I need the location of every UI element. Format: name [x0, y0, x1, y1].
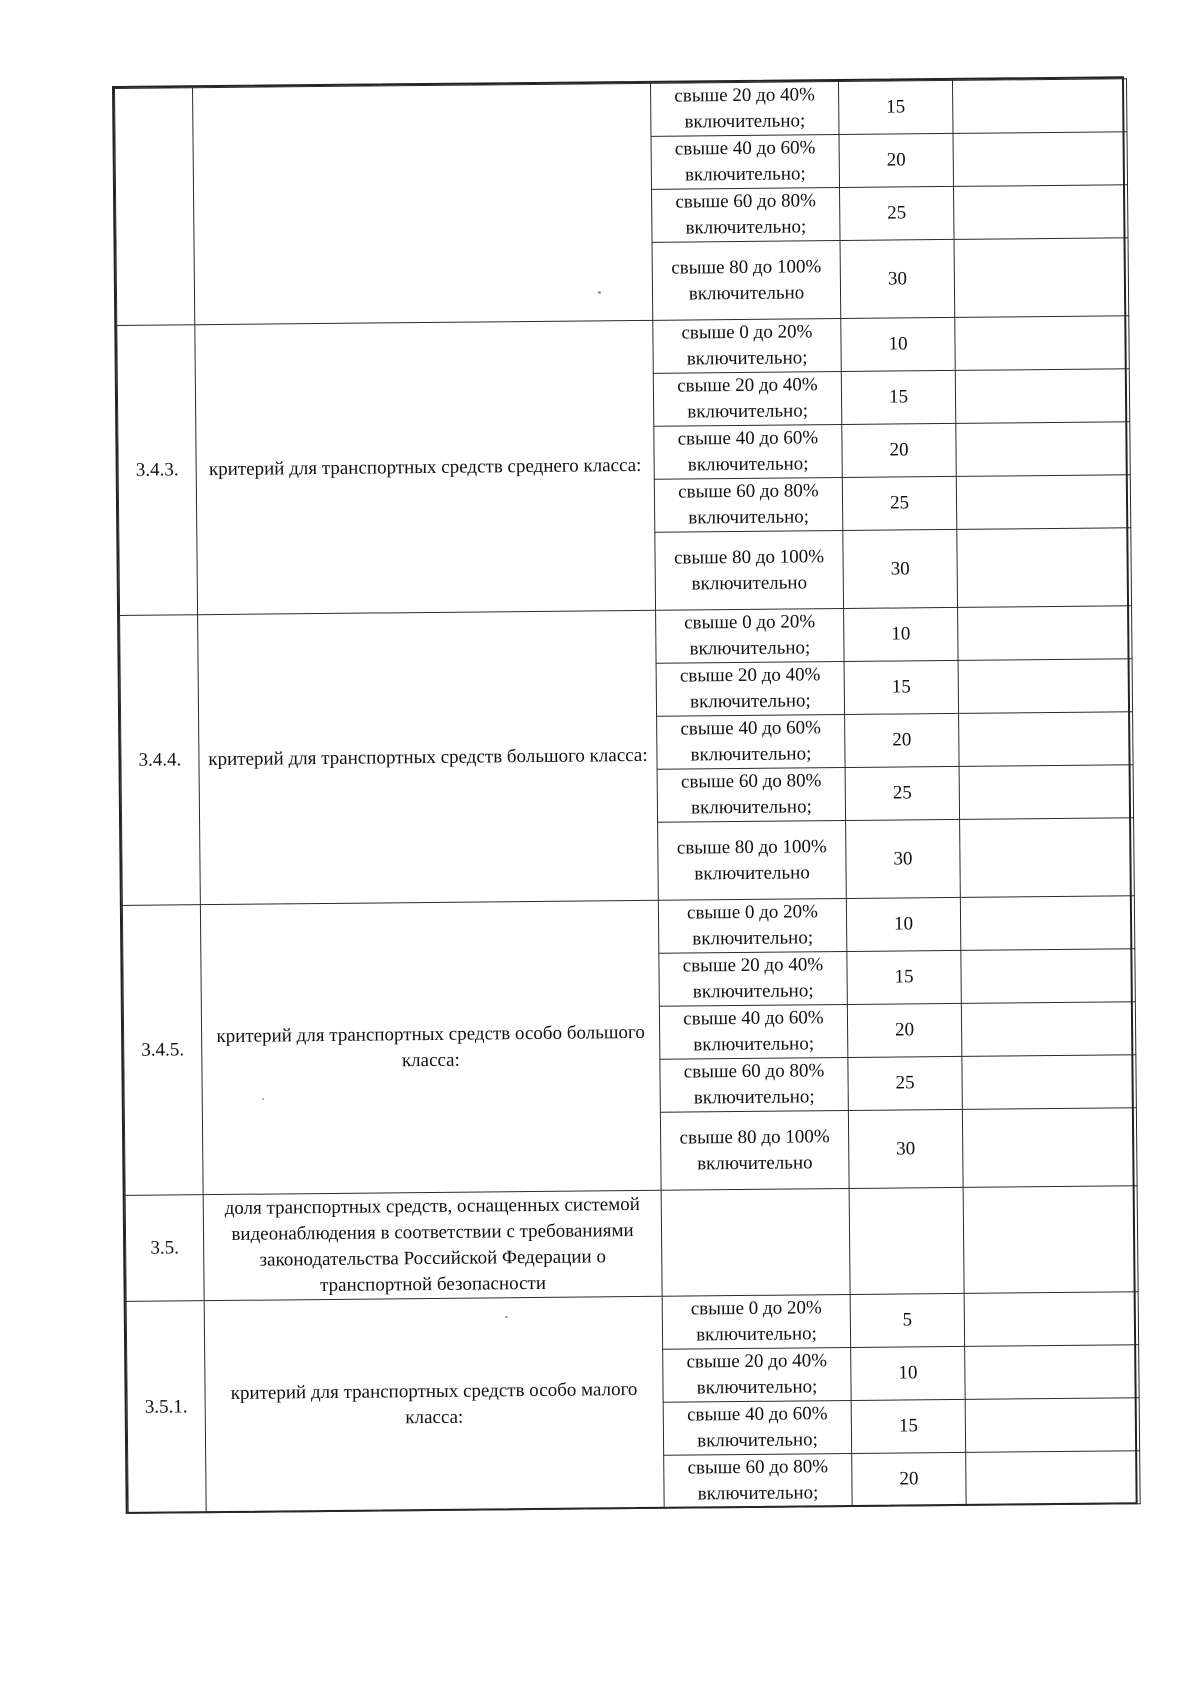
- points-cell: 30: [846, 819, 961, 898]
- remark-cell: [959, 765, 1134, 820]
- band-cell: свыше 40 до 60% включительно;: [651, 135, 840, 190]
- remark-cell: [956, 422, 1131, 477]
- table-row: [115, 79, 1127, 142]
- criterion-name-cell: критерий для транспортных средств большого класса:: [198, 610, 659, 904]
- table-row: [126, 1292, 1138, 1355]
- row-number-cell: 3.4.5.: [122, 905, 203, 1196]
- band-cell: [661, 1188, 850, 1296]
- table-row: [120, 606, 1132, 669]
- band-cell: свыше 0 до 20% включительно;: [656, 609, 845, 664]
- table-row: [117, 316, 1129, 379]
- document-page: [112, 76, 1138, 1514]
- band-cell: свыше 20 до 40% включительно;: [663, 1347, 852, 1402]
- row-number-cell: 3.5.: [125, 1195, 204, 1302]
- scan-speck: [505, 1316, 508, 1318]
- band-cell: свыше 60 до 80% включительно;: [652, 188, 841, 243]
- criterion-name-cell: критерий для транспортных средств особо большого класса:: [200, 900, 661, 1194]
- remark-cell: [962, 1108, 1137, 1188]
- band-cell: свыше 20 до 40% включительно;: [656, 661, 845, 716]
- points-cell: 15: [847, 950, 962, 1004]
- points-cell: 15: [851, 1399, 966, 1453]
- points-cell: 20: [842, 423, 957, 477]
- points-cell: 15: [841, 370, 956, 424]
- remark-cell: [961, 949, 1136, 1004]
- criterion-name-cell: доля транспортных средств, оснащенных системой видеонаблюдения в соответствии с требованиями законодательства Российской Федерации о транспортной безопасности: [203, 1190, 662, 1300]
- band-cell: свыше 80 до 100% включительно: [652, 241, 841, 321]
- band-cell: свыше 20 до 40% включительно;: [659, 951, 848, 1006]
- row-number-cell: 3.5.1.: [126, 1301, 206, 1514]
- remark-cell: [953, 132, 1128, 187]
- remark-cell: [955, 316, 1130, 371]
- points-cell: 20: [847, 1003, 962, 1057]
- criteria-table: [114, 78, 1141, 1514]
- remark-cell: [958, 659, 1133, 714]
- band-cell: свыше 40 до 60% включительно;: [657, 714, 846, 769]
- criterion-name-cell: критерий для транспортных средств среднего класса:: [195, 320, 656, 614]
- band-cell: свыше 80 до 100% включительно: [660, 1110, 849, 1190]
- scan-speck: [262, 1098, 264, 1100]
- remark-cell: [964, 1292, 1139, 1347]
- remark-cell: [966, 1451, 1141, 1506]
- band-cell: свыше 0 до 20% включительно;: [653, 319, 842, 374]
- points-cell: 20: [845, 713, 960, 767]
- remark-cell: [954, 238, 1129, 318]
- scan-speck: [598, 291, 601, 294]
- points-cell: [849, 1187, 964, 1294]
- points-cell: 15: [844, 660, 959, 714]
- remark-cell: [958, 606, 1133, 661]
- points-cell: 20: [839, 133, 954, 187]
- points-cell: 10: [844, 607, 959, 661]
- band-cell: свыше 20 до 40% включительно;: [650, 82, 839, 137]
- points-cell: 30: [843, 529, 958, 608]
- band-cell: свыше 40 до 60% включительно;: [663, 1400, 852, 1455]
- points-cell: 15: [838, 80, 953, 134]
- table-row: [122, 896, 1134, 959]
- points-cell: 25: [845, 766, 960, 820]
- points-cell: 30: [840, 239, 955, 318]
- criterion-name-cell: критерий для транспортных средств особо малого класса:: [204, 1296, 664, 1512]
- remark-cell: [961, 1002, 1136, 1057]
- remark-cell: [963, 1186, 1138, 1294]
- row-number-cell: 3.4.4.: [120, 615, 201, 906]
- band-cell: свыше 60 до 80% включительно;: [657, 767, 846, 822]
- band-cell: свыше 80 до 100% включительно: [655, 531, 844, 611]
- points-cell: 25: [848, 1056, 963, 1110]
- remark-cell: [965, 1345, 1140, 1400]
- band-cell: свыше 0 до 20% включительно;: [662, 1294, 851, 1349]
- band-cell: свыше 40 до 60% включительно;: [654, 425, 843, 480]
- points-cell: 30: [848, 1109, 963, 1188]
- points-cell: 25: [842, 476, 957, 530]
- remark-cell: [959, 712, 1134, 767]
- remark-cell: [955, 369, 1130, 424]
- remark-cell: [957, 528, 1132, 608]
- remark-cell: [960, 818, 1135, 898]
- band-cell: свыше 80 до 100% включительно: [658, 820, 847, 900]
- band-cell: свыше 0 до 20% включительно;: [658, 898, 847, 953]
- points-cell: 10: [851, 1346, 966, 1400]
- band-cell: свыше 40 до 60% включительно;: [659, 1004, 848, 1059]
- row-number-cell: [115, 88, 195, 326]
- remark-cell: [962, 1055, 1137, 1110]
- points-cell: 20: [852, 1452, 967, 1506]
- row-number-cell: 3.4.3.: [117, 325, 198, 616]
- remark-cell: [960, 896, 1135, 951]
- band-cell: свыше 60 до 80% включительно;: [664, 1453, 853, 1508]
- points-cell: 5: [850, 1293, 965, 1347]
- band-cell: свыше 60 до 80% включительно;: [660, 1057, 849, 1112]
- table-row: [125, 1186, 1138, 1302]
- remark-cell: [952, 79, 1127, 134]
- points-cell: 10: [841, 317, 956, 371]
- remark-cell: [954, 185, 1129, 240]
- remark-cell: [965, 1398, 1140, 1453]
- band-cell: свыше 20 до 40% включительно;: [653, 372, 842, 427]
- points-cell: 25: [840, 186, 955, 240]
- points-cell: 10: [846, 897, 961, 951]
- band-cell: свыше 60 до 80% включительно;: [654, 478, 843, 533]
- remark-cell: [956, 475, 1131, 530]
- criterion-name-cell: [193, 83, 653, 324]
